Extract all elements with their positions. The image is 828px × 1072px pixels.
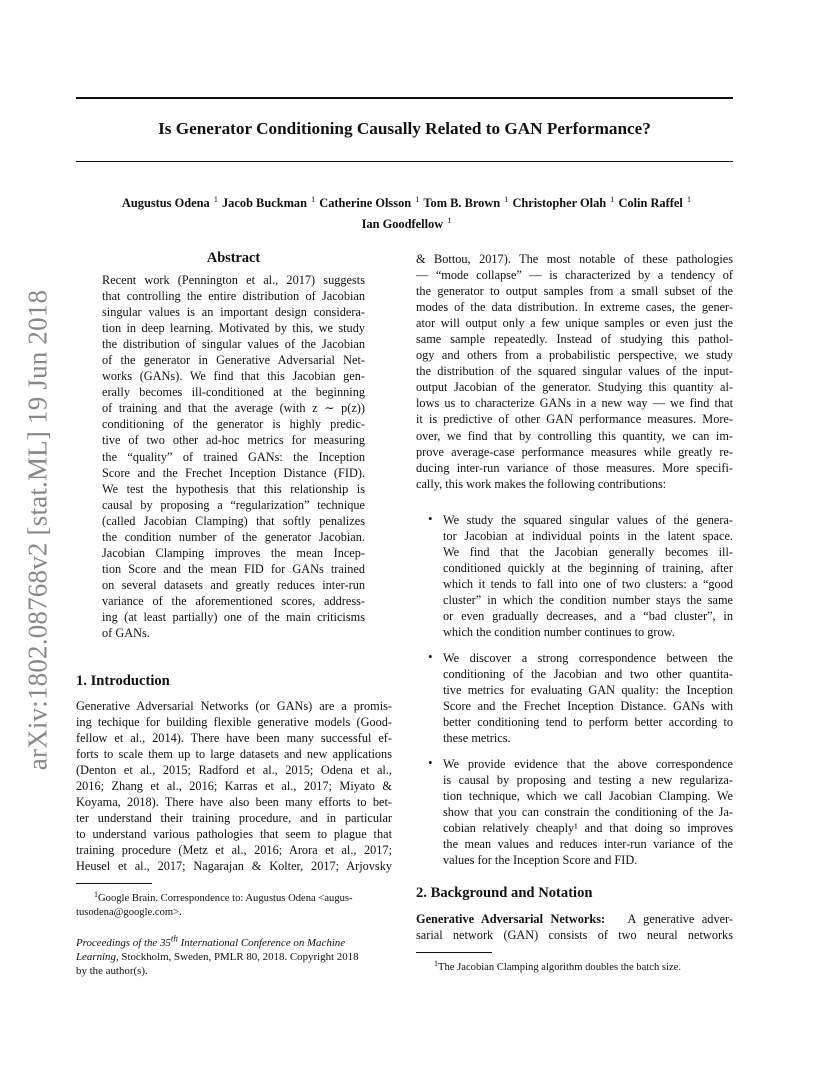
proceedings-note: Proceedings of the 35th International Conference on Machine Learning, Stockholm, Sweden, PMLR 80, 2018. Copyright 2018 by the author(s). <box>76 933 359 978</box>
contribution-item <box>443 512 733 640</box>
text-line: values for the Inception Score and FID. <box>443 853 638 868</box>
text-line: variance of the aforementioned scores, address- <box>102 593 365 608</box>
text-line: (Denton et al., 2015; Radford et al., 2015; Odena et al., <box>76 763 392 778</box>
text-line: tion technique, which we call Jacobian Clamping. We <box>443 789 733 804</box>
text-line: or even gradually decreases, and a “bad cluster”, in <box>443 609 733 624</box>
text-line: to understand various pathologies that seem to plague that <box>76 827 392 842</box>
author-name: Augustus Odena <box>121 196 210 210</box>
text-line: over, we find that by controlling this quantity, we can im- <box>416 428 733 443</box>
text-line: forts to scale them up to large datasets and new applications <box>76 747 392 762</box>
text-line: on several datasets and greatly reduces inter-run <box>102 577 365 592</box>
text-line: the distribution of singular values of the Jacobian <box>102 337 365 352</box>
title-bottom-rule <box>76 161 733 162</box>
text-line: the “quality” of trained GANs: the Inception <box>102 449 365 464</box>
text-line: the condition number of the generator Jacobian. <box>102 529 365 544</box>
text-line: better conditioning tend to perform better according to <box>443 715 733 730</box>
text-line: & Bottou, 2017). The most notable of these pathologies <box>416 252 733 266</box>
text-line: tion Score and the mean FID for GANs trained <box>102 561 365 576</box>
text-line: erally becomes ill-conditioned at the beginning <box>102 385 365 400</box>
text-line: it is predictive of other GAN performance measures. More- <box>416 412 733 427</box>
text-line: cally, this work makes the following contributions: <box>416 476 667 491</box>
text-line: Score and the Frechet Inception Distance. GANs with <box>443 699 733 714</box>
text-line: ator will output only a few unique samples or even just the <box>416 316 733 331</box>
text-line: ogy and others from a probabilistic perspective, we study <box>416 348 733 363</box>
arxiv-id: arXiv:1802.08768v2 [stat.ML] 19 Jun 2018 <box>22 289 53 771</box>
author-name: Tom B. Brown <box>423 196 501 210</box>
abstract-heading: Abstract <box>206 250 261 266</box>
text-line: 2016; Zhang et al., 2016; Karras et al., 2017; Miyato & <box>76 779 392 794</box>
text-line: — “mode collapse” — is characterized by a tendency of <box>416 268 733 283</box>
text-line: show that you can constrain the conditioning of the Ja- <box>443 805 733 820</box>
text-line: We find that the Jacobian generally becomes ill- <box>443 545 733 560</box>
text-line: Jacobian Clamping improves the mean Incep- <box>102 545 365 560</box>
paper-title: Is Generator Conditioning Causally Related to GAN Performance? <box>158 119 651 138</box>
text-line: of GANs. <box>102 626 150 641</box>
text-line: ter understand their training procedure, and in particular <box>76 811 392 826</box>
bullet-dot: • <box>428 755 433 770</box>
text-line: training procedure (Metz et al., 2016; Arora et al., 2017; <box>76 843 392 858</box>
text-line: conditioned quickly at the beginning of training, after <box>443 561 733 576</box>
text-line: is causal by proposing and testing a new regulariza- <box>443 773 733 788</box>
text-line: prove average-case performance measures while greatly re- <box>416 444 733 459</box>
text-line: the mean values and reduces inter-run variance of the <box>443 837 733 852</box>
contribution-item <box>443 650 733 746</box>
text-line: which it tends to fall into one of two clusters: a “good <box>443 577 733 592</box>
abstract-body <box>102 272 365 641</box>
text-line: conditioning of the Jacobian and two other quantita- <box>443 667 733 682</box>
bullet-dot: • <box>428 649 433 664</box>
text-line: tor Jacobian at individual points in the latent space. <box>443 529 733 544</box>
text-line: the generator to output samples from a small subset of the <box>416 284 733 299</box>
footnote-rule-right <box>416 952 492 953</box>
text-line: of the generator in Generative Adversarial Net- <box>102 353 365 368</box>
text-line: Score and the Frechet Inception Distance (FID). <box>102 465 365 480</box>
text-line: We provide evidence that the above correspondence <box>443 757 733 771</box>
text-line: ing techique for building flexible generative models (Good- <box>76 715 392 730</box>
text-line: the distribution of the squared singular values of the input- <box>416 364 733 379</box>
text-line: Recent work (Pennington et al., 2017) suggests <box>102 273 365 287</box>
text-line: causal by proposing a “regularization” technique <box>102 497 365 512</box>
text-line: We discover a strong correspondence between the <box>443 651 733 665</box>
title-top-rule <box>76 97 733 99</box>
footnote-jacobian-clamping: $^1$The Jacobian Clamping algorithm doubles the batch size. <box>434 959 682 973</box>
text-line: that controlling the entire distribution of Jacobian <box>102 289 365 304</box>
background-body <box>416 911 733 943</box>
section-heading-background: 2. Background and Notation <box>416 885 593 901</box>
text-line: output Jacobian of the generator. Studying this quantity al- <box>416 380 733 395</box>
author-name: Christopher Olah <box>512 196 607 210</box>
contribution-item <box>443 756 733 868</box>
text-line: (called Jacobian Clamping) that softly penalizes <box>102 513 365 528</box>
author-name: Catherine Olsson <box>319 196 412 210</box>
text-line: tive of two other ad-hoc metrics for measuring <box>102 433 365 448</box>
text-line: cluster” in which the condition number stays the same <box>443 593 733 608</box>
text-line: lows us to characterize GANs in a new way — we find that <box>416 396 733 411</box>
footnote-affiliation: $^1$Google Brain. Correspondence to: Augustus Odena <augus- tusodena@google.com>. <box>76 890 353 918</box>
text-line: ing (at least partially) one of the main criticisms <box>102 609 365 624</box>
text-line: singular values is an important design considera- <box>102 305 365 320</box>
text-line: tion in deep learning. Motivated by this, we study <box>102 321 365 336</box>
introduction-continued <box>416 251 733 492</box>
text-line: Koyama, 2018). There have also been many efforts to bet- <box>76 795 392 810</box>
text-line: modes of the data distribution. In extreme cases, the gener- <box>416 300 733 315</box>
text-line: We test the hypothesis that this relationship is <box>102 481 365 496</box>
text-line: cobian relatively cheaply¹ and that doing so improves <box>443 821 733 836</box>
introduction-body <box>76 698 392 875</box>
section-heading-introduction: 1. Introduction <box>76 673 170 689</box>
text-line: of training and that the average (with z ∼ p(z)) <box>102 401 365 416</box>
text-line: tive metrics for evaluating GAN quality: the Inception <box>443 683 733 698</box>
text-line: conditioning of the generator is highly predic- <box>102 417 365 432</box>
text-line: which the condition number continues to grow. <box>443 625 675 640</box>
text-line: works (GANs). We find that this Jacobian gen- <box>102 369 365 384</box>
arxiv-stamp <box>14 280 64 780</box>
author-name: Jacob Buckman <box>221 196 308 210</box>
author-name: Colin Raffel <box>618 196 683 210</box>
background-line: Generative Adversarial Networks: A generative adver- <box>416 912 733 926</box>
text-line: ducing inter-run variance of those measures. More specifi- <box>416 460 733 475</box>
text-line: fellow et al., 2014). There have been many successful ef- <box>76 731 392 746</box>
bullet-dot: • <box>428 511 433 526</box>
author-name: Ian Goodfellow <box>361 216 444 231</box>
text-line: same sample repeatedly. Instead of studying this pathol- <box>416 332 733 347</box>
text-line: Heusel et al., 2017; Nagarajan & Kolter, 2017; Arjovsky <box>76 859 392 874</box>
background-line: sarial network (GAN) consists of two neural networks <box>416 928 733 943</box>
text-line: Generative Adversarial Networks (or GANs) are a promis- <box>76 699 392 713</box>
footnote-rule-left <box>76 883 152 884</box>
author-list: Augustus Odena $^1$ Jacob Buckman $^1$ Catherine Olsson $^1$ Tom B. Brown $^1$ Christopher Olah $^1$ Colin Raffel $^1$ Ian Goodfellow $^1$ <box>121 194 692 231</box>
text-line: We study the squared singular values of the genera- <box>443 513 733 527</box>
text-line: these metrics. <box>443 731 511 746</box>
